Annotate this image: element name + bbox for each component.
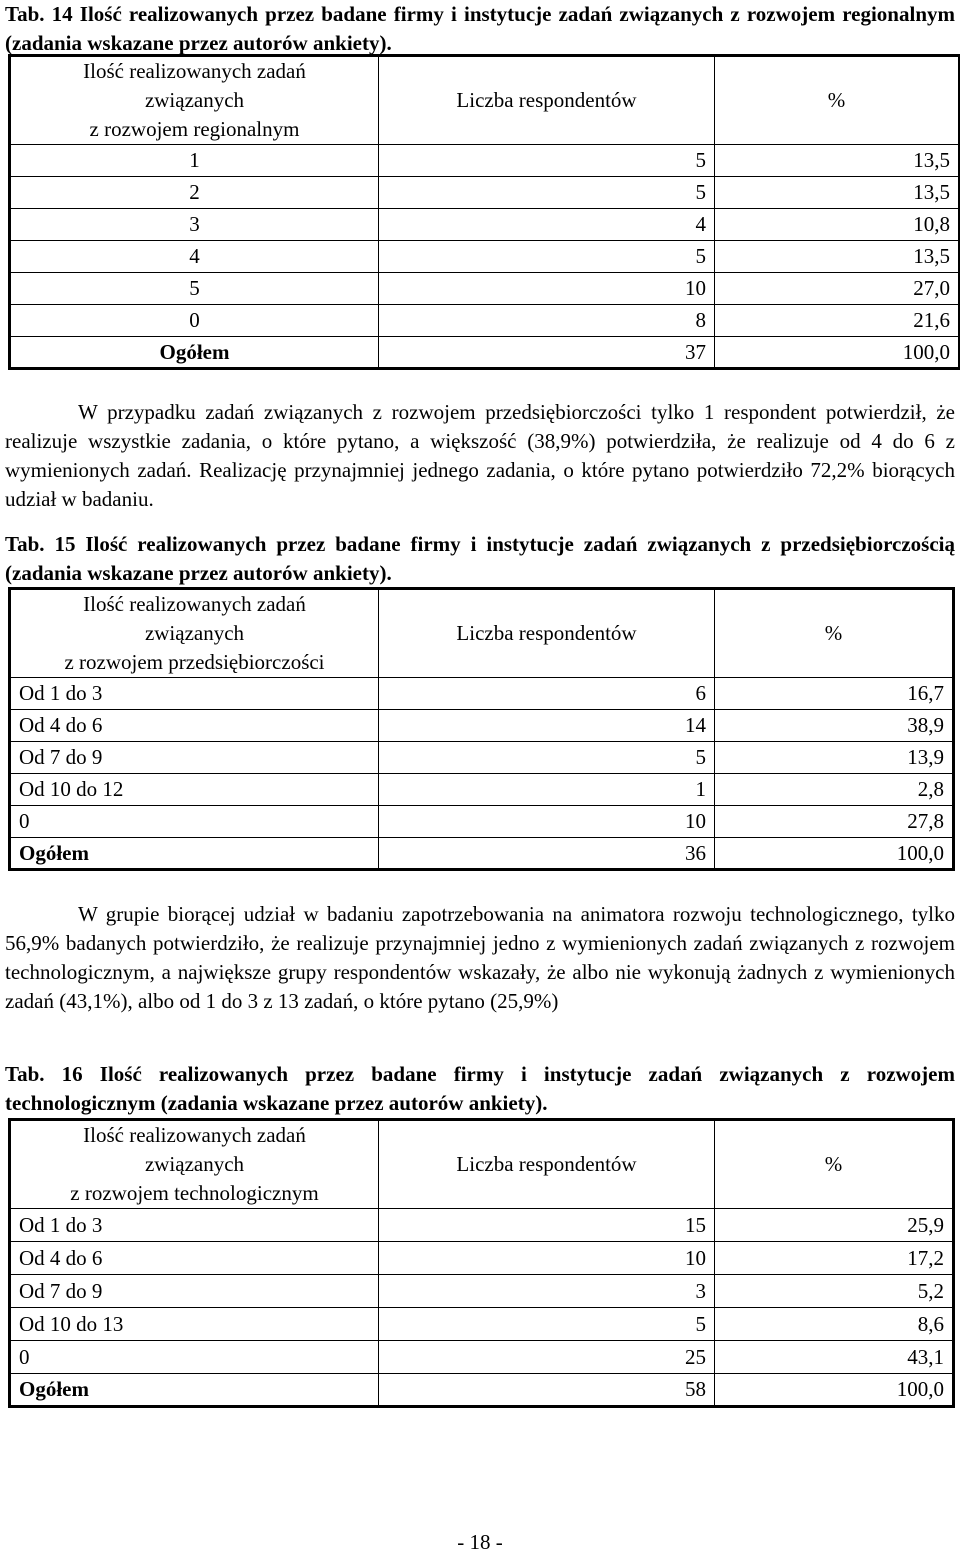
table-row: 2 5 13,5 (10, 177, 960, 209)
table15-header-col3: % (715, 589, 954, 678)
table15-header-col1: Ilość realizowanych zadań związanych z rozwojem przedsiębiorczości (10, 589, 379, 678)
table14 (8, 54, 960, 370)
page-number: - 18 - (457, 1530, 503, 1554)
table-row: Od 4 do 6 14 38,9 (10, 710, 954, 742)
table-row: Od 7 do 9 3 5,2 (10, 1275, 954, 1308)
table-row: Od 4 do 6 10 17,2 (10, 1242, 954, 1275)
table-row: 0 10 27,8 (10, 806, 954, 838)
table15 (8, 587, 955, 871)
table14-header-col1: Ilość realizowanych zadań związanych z rozwojem regionalnym (10, 56, 379, 145)
table-row: Od 1 do 3 15 25,9 (10, 1209, 954, 1242)
table16-header-col3: % (715, 1120, 954, 1209)
table16-header-col1: Ilość realizowanych zadań związanych z rozwojem technologicznym (10, 1120, 379, 1209)
table14-caption: Tab. 14 Ilość realizowanych przez badane firmy i instytucje zadań związanych z rozwojem regionalnym (zadania wskazane przez autorów ankiety). (5, 2, 955, 55)
table-row: Od 7 do 9 5 13,9 (10, 742, 954, 774)
table-row: Od 1 do 3 6 16,7 (10, 678, 954, 710)
table-row: 4 5 13,5 (10, 241, 960, 273)
paragraph-technology: W grupie biorącej udział w badaniu zapotrzebowania na animatora rozwoju technologicznego, tylko 56,9% badanych potwierdziło, że realizuje przynajmniej jedno z wymienionych zadań związanych z rozwojem technologicznym, a największe grupy respondentów wskazały, że albo nie wykonują żadnych z wymienionych zadań (43,1%), albo od 1 do 3 z 13 zadań, o które pytano (25,9%) (5, 902, 955, 1013)
table-total-row: Ogółem 36 100,0 (10, 838, 954, 870)
table-row: 5 10 27,0 (10, 273, 960, 305)
paragraph-entrepreneurship: W przypadku zadań związanych z rozwojem przedsiębiorczości tylko 1 respondent potwierdził, że realizuje wszystkie zadania, o które pytano, a większość (38,9%) potwierdziła, że realizuje od 4 do 6 z wymienionych zadań. Realizację przynajmniej jednego zadania, o które pytano potwierdziło 72,2% biorących udział w badaniu. (5, 400, 955, 511)
table16 (8, 1118, 955, 1408)
table16-header-row (10, 1120, 954, 1209)
table-row: 3 4 10,8 (10, 209, 960, 241)
table-row: 1 5 13,5 (10, 145, 960, 177)
table15-caption: Tab. 15 Ilość realizowanych przez badane firmy i instytucje zadań związanych z przedsiębiorczością (zadania wskazane przez autorów ankiety). (5, 532, 955, 585)
table-row: 0 25 43,1 (10, 1341, 954, 1374)
table15-header-col2: Liczba respondentów (379, 589, 715, 678)
table14-header-col3: % (715, 56, 960, 145)
table-row: Od 10 do 13 5 8,6 (10, 1308, 954, 1341)
table15-header-row (10, 589, 954, 678)
table16-caption: Tab. 16 Ilość realizowanych przez badane firmy i instytucje zadań związanych z rozwojem technologicznym (zadania wskazane przez autorów ankiety). (5, 1062, 955, 1115)
table-row: 0 8 21,6 (10, 305, 960, 337)
table-total-row: Ogółem 37 100,0 (10, 337, 960, 369)
table-row: Od 10 do 12 1 2,8 (10, 774, 954, 806)
table14-header-row (10, 56, 960, 145)
table14-header-col2: Liczba respondentów (379, 56, 715, 145)
table-total-row: Ogółem 58 100,0 (10, 1374, 954, 1407)
table16-header-col2: Liczba respondentów (379, 1120, 715, 1209)
